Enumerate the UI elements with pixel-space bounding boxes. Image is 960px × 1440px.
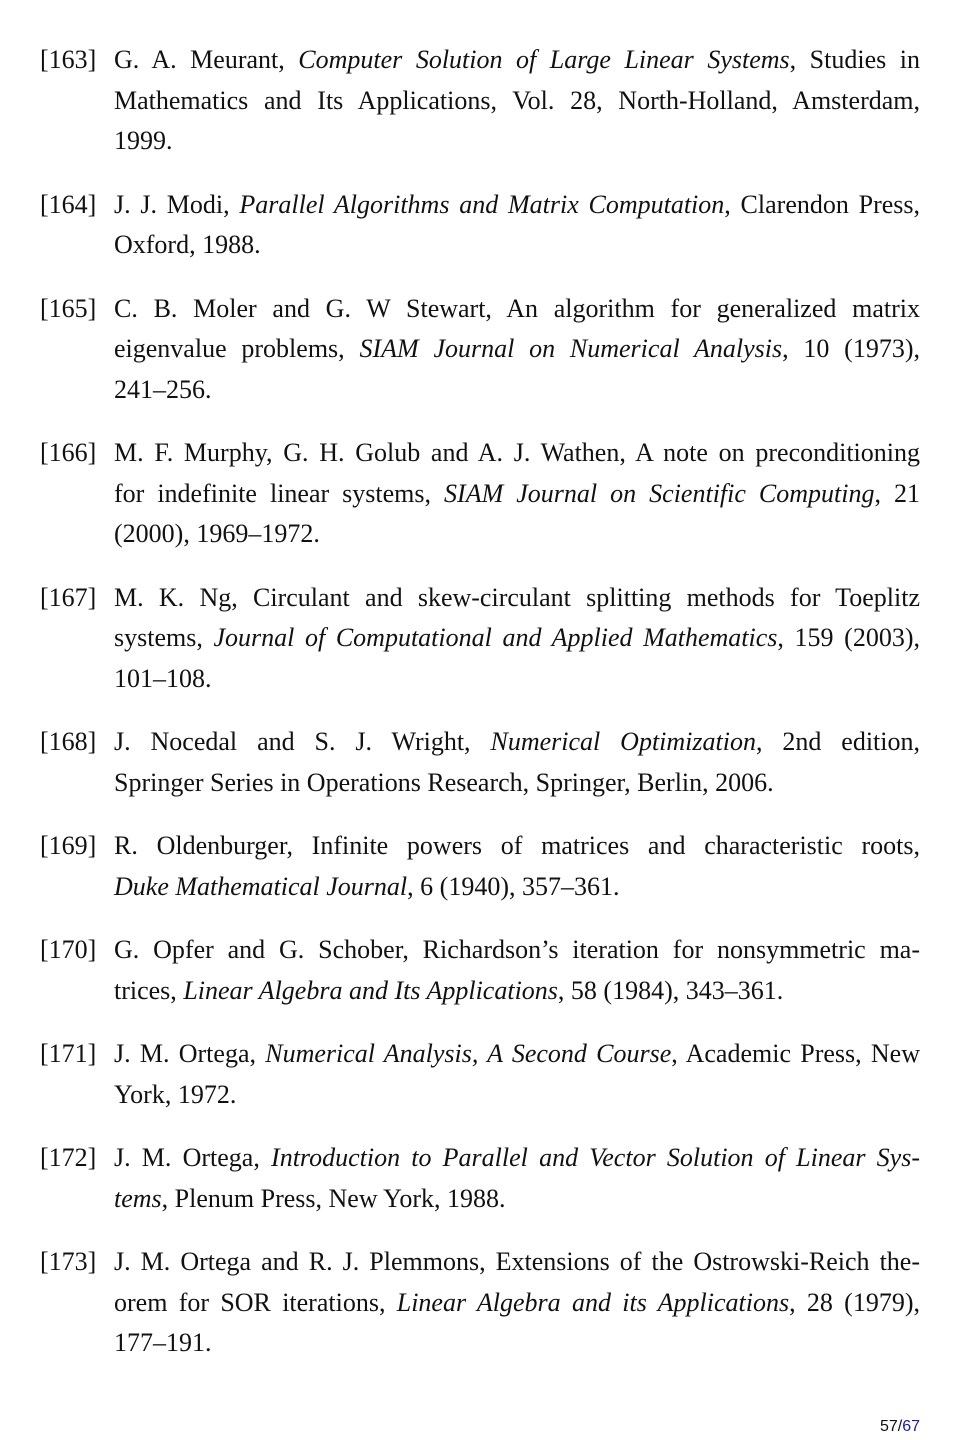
reference-entry: [0, 578, 960, 700]
reference-text-segment: J. Nocedal and S. J. Wright,: [114, 727, 491, 756]
reference-entry: [0, 433, 960, 555]
reference-text: [114, 185, 920, 266]
reference-number: [166]: [40, 438, 97, 467]
reference-text: [114, 578, 920, 700]
reference-text-segment: York, 1972.: [114, 1079, 237, 1109]
reference-text-segment: orem for SOR iterations,: [114, 1287, 397, 1317]
reference-entry: [0, 930, 960, 1011]
reference-text-segment: , Clarendon Press,: [724, 189, 921, 219]
reference-title-italic: Computer Solution of Large Linear Systems: [298, 45, 790, 74]
reference-line: [114, 763, 920, 804]
reference-text: [114, 1242, 920, 1364]
reference-text-segment: (2000), 1969–1972.: [114, 519, 320, 548]
reference-line: [114, 971, 920, 1012]
reference-number: [171]: [40, 1039, 97, 1068]
page-total-link[interactable]: 67: [902, 1418, 920, 1435]
reference-title-italic: Linear Algebra and its Applications: [396, 1287, 790, 1317]
reference-text-segment: trices,: [114, 975, 184, 1005]
reference-title-italic: Duke Mathematical Journal: [114, 871, 408, 901]
reference-text: [114, 930, 920, 1011]
reference-line: [114, 1283, 920, 1324]
reference-number: [173]: [40, 1247, 97, 1276]
reference-title-italic: Journal of Computational and Applied Mathematics: [213, 623, 778, 652]
reference-line: [114, 40, 920, 81]
reference-line: [114, 1034, 920, 1075]
reference-text-segment: Oxford, 1988.: [114, 230, 261, 259]
reference-entry: [0, 1242, 960, 1364]
reference-text-segment: for indefinite linear systems,: [114, 478, 445, 508]
reference-text-segment: , 28 (1979),: [789, 1287, 920, 1317]
reference-text-segment: J. M. Ortega,: [114, 1039, 266, 1068]
reference-text-segment: 177–191.: [114, 1328, 212, 1357]
reference-line: [114, 618, 920, 659]
reference-text-segment: G. Opfer and G. Schober, Richardson’s iteration for nonsymmetric ma-: [114, 935, 920, 964]
reference-line: [114, 370, 920, 411]
reference-line: [114, 474, 920, 515]
reference-text-segment: , 21: [874, 478, 921, 508]
reference-title-italic: SIAM Journal on Numerical Analysis: [359, 334, 783, 363]
reference-number: [170]: [40, 935, 97, 964]
reference-entry: [0, 289, 960, 411]
reference-text-segment: J. J. Modi,: [114, 189, 240, 219]
reference-text: [114, 1138, 920, 1219]
reference-text-segment: Springer Series in Operations Research, Springer, Berlin, 2006.: [114, 767, 774, 797]
reference-number: [167]: [40, 582, 97, 612]
page-current: 57: [879, 1418, 898, 1435]
reference-line: [114, 1138, 920, 1179]
reference-line: [114, 514, 920, 555]
reference-list: [0, 40, 960, 1387]
reference-text: [114, 826, 920, 907]
page-separator: /: [897, 1418, 903, 1435]
reference-number: [172]: [40, 1143, 97, 1172]
reference-line: [114, 81, 920, 122]
reference-text-segment: , 2nd edition,: [755, 727, 920, 756]
reference-number: [165]: [40, 293, 97, 323]
reference-entry: [0, 185, 960, 266]
reference-line: [114, 289, 920, 330]
reference-text: [114, 433, 920, 555]
reference-title-italic: Parallel Algorithms and Matrix Computation: [239, 189, 725, 219]
reference-line: [114, 1179, 920, 1220]
reference-text-segment: , 58 (1984), 343–361.: [557, 975, 784, 1005]
reference-line: [114, 578, 920, 619]
reference-text-segment: J. M. Ortega and R. J. Plemmons, Extensions of the Ostrowski-Reich the-: [114, 1247, 920, 1276]
reference-text: [114, 289, 920, 411]
reference-line: [114, 722, 920, 763]
reference-title-italic: tems: [114, 1183, 162, 1213]
reference-entry: [0, 40, 960, 162]
reference-number: [163]: [40, 45, 97, 74]
reference-text-segment: systems,: [114, 623, 214, 652]
reference-text-segment: 1999.: [114, 126, 173, 155]
reference-text-segment: , 6 (1940), 357–361.: [407, 871, 620, 901]
reference-line: [114, 826, 920, 867]
reference-text-segment: 101–108.: [114, 663, 212, 693]
reference-text-segment: G. A. Meurant,: [114, 45, 299, 74]
reference-title-italic: Introduction to Parallel and Vector Solution of Linear Sys-: [271, 1143, 920, 1172]
reference-text-segment: , 159 (2003),: [777, 623, 920, 652]
reference-line: [114, 1075, 920, 1116]
reference-title-italic: Linear Algebra and Its Applications: [183, 975, 558, 1005]
reference-text-segment: J. M. Ortega,: [114, 1143, 272, 1172]
reference-line: [114, 121, 920, 162]
reference-line: [114, 659, 920, 700]
reference-entry: [0, 1034, 960, 1115]
reference-line: [114, 930, 920, 971]
reference-number: [168]: [40, 727, 97, 756]
reference-number: [169]: [40, 831, 97, 860]
reference-text-segment: , Academic Press, New: [671, 1039, 920, 1068]
reference-line: [114, 867, 920, 908]
reference-text-segment: M. K. Ng, Circulant and skew-circulant splitting methods for Toeplitz: [114, 582, 920, 612]
reference-text: [114, 722, 920, 803]
reference-line: [114, 1323, 920, 1364]
reference-title-italic: Numerical Analysis, A Second Course: [265, 1039, 672, 1068]
reference-text-segment: C. B. Moler and G. W Stewart, An algorithm for generalized matrix: [114, 293, 920, 323]
reference-title-italic: SIAM Journal on Scientific Computing: [444, 478, 875, 508]
reference-line: [114, 1242, 920, 1283]
reference-text-segment: Mathematics and Its Applications, Vol. 28, North-Holland, Amsterdam,: [114, 85, 920, 115]
reference-line: [114, 225, 920, 266]
reference-text-segment: , Studies in: [789, 45, 921, 74]
reference-text-segment: 241–256.: [114, 374, 212, 404]
reference-number: [164]: [40, 189, 97, 219]
reference-entry: [0, 722, 960, 803]
reference-entry: [0, 1138, 960, 1219]
reference-text-segment: , 10 (1973),: [782, 334, 920, 363]
reference-text: [114, 40, 920, 162]
reference-line: [114, 329, 920, 370]
reference-text-segment: R. Oldenburger, Infinite powers of matrices and characteristic roots,: [114, 831, 920, 860]
page-indicator: [880, 1418, 920, 1436]
reference-text-segment: eigenvalue problems,: [114, 334, 360, 363]
reference-line: [114, 433, 920, 474]
reference-text-segment: M. F. Murphy, G. H. Golub and A. J. Wathen, A note on preconditioning: [114, 438, 920, 467]
reference-text: [114, 1034, 920, 1115]
reference-entry: [0, 826, 960, 907]
reference-line: [114, 185, 920, 226]
reference-text-segment: , Plenum Press, New York, 1988.: [161, 1183, 506, 1213]
reference-title-italic: Numerical Optimization: [490, 727, 756, 756]
